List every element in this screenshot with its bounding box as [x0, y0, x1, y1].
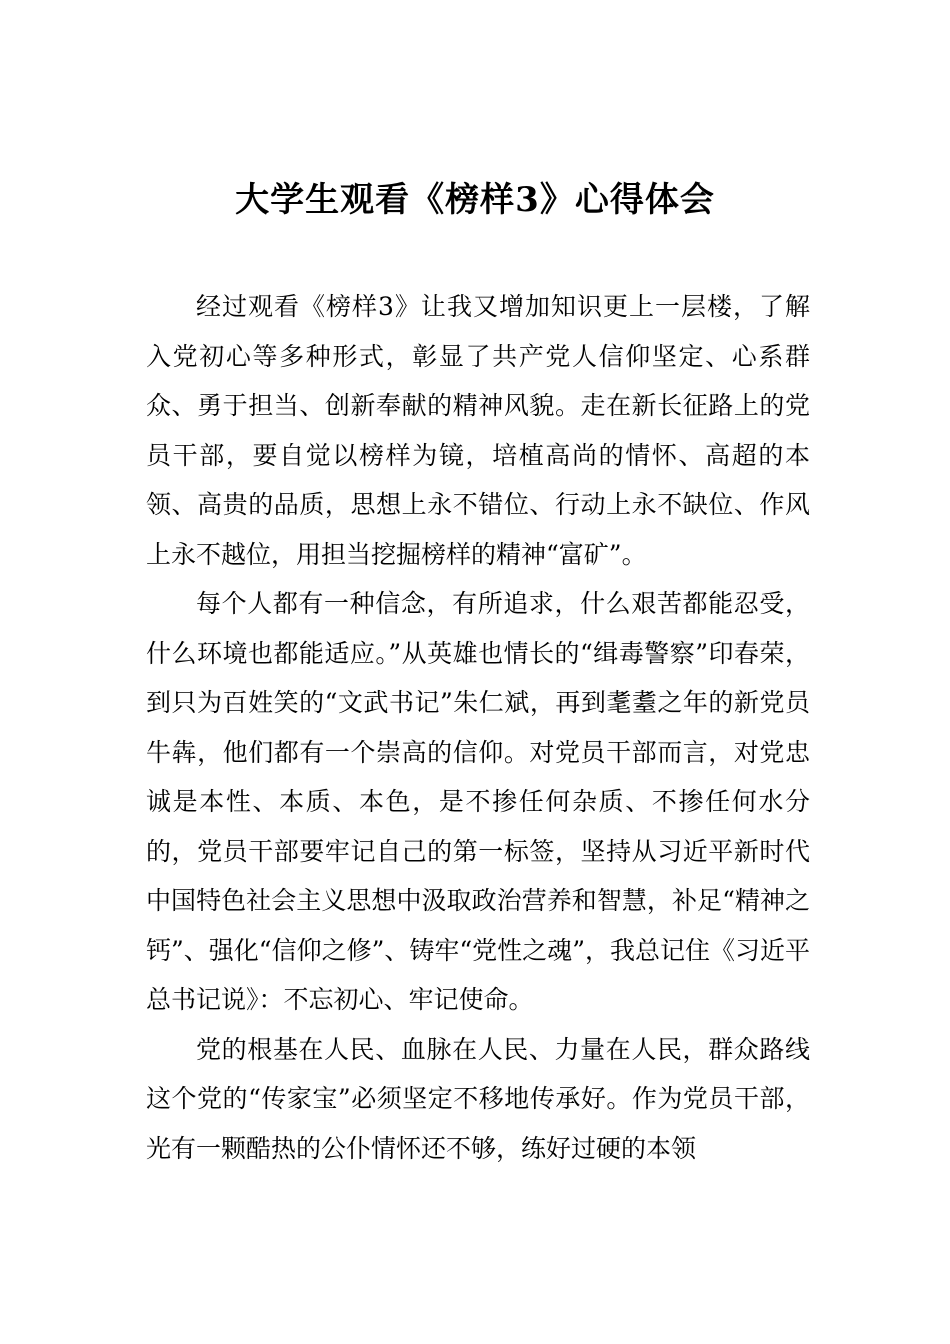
paragraph-3: 党的根基在人民、血脉在人民、力量在人民，群众路线这个党的“传家宝”必须坚定不移地传承好。作为党员干部，光有一颗酷热的公仆情怀还不够，练好过硬的本领	[146, 1034, 810, 1163]
document-body	[146, 282, 810, 1173]
document-title: 大学生观看《榜样3》心得体会	[235, 180, 715, 220]
paragraph-2: 每个人都有一种信念，有所追求，什么艰苦都能忍受，什么环境也都能适应。”从英雄也情长的“缉毒警察”印春荣，到只为百姓笑的“文武书记”朱仁斌，再到耄耋之年的新党员牛犇，他们都有一个崇高的信仰。对党员干部而言，对党忠诚是本性、本质、本色，是不掺任何杂质、不掺任何水分的，党员干部要牢记自己的第一标签，坚持从习近平新时代中国特色社会主义思想中汲取政治营养和智慧，补足“精神之钙”、强化“信仰之修”、铸牢“党性之魂”，我总记住《习近平总书记说》：不忘初心、牢记使命。	[146, 589, 810, 1014]
paragraph-1: 经过观看《榜样3》让我又增加知识更上一层楼，了解入党初心等多种形式，彰显了共产党人信仰坚定、心系群众、勇于担当、创新奉献的精神风貌。走在新长征路上的党员干部，要自觉以榜样为镜，培植高尚的情怀、高超的本领、高贵的品质，思想上永不错位、行动上永不缺位、作风上永不越位，用担当挖掘榜样的精神“富矿”。	[146, 292, 810, 569]
